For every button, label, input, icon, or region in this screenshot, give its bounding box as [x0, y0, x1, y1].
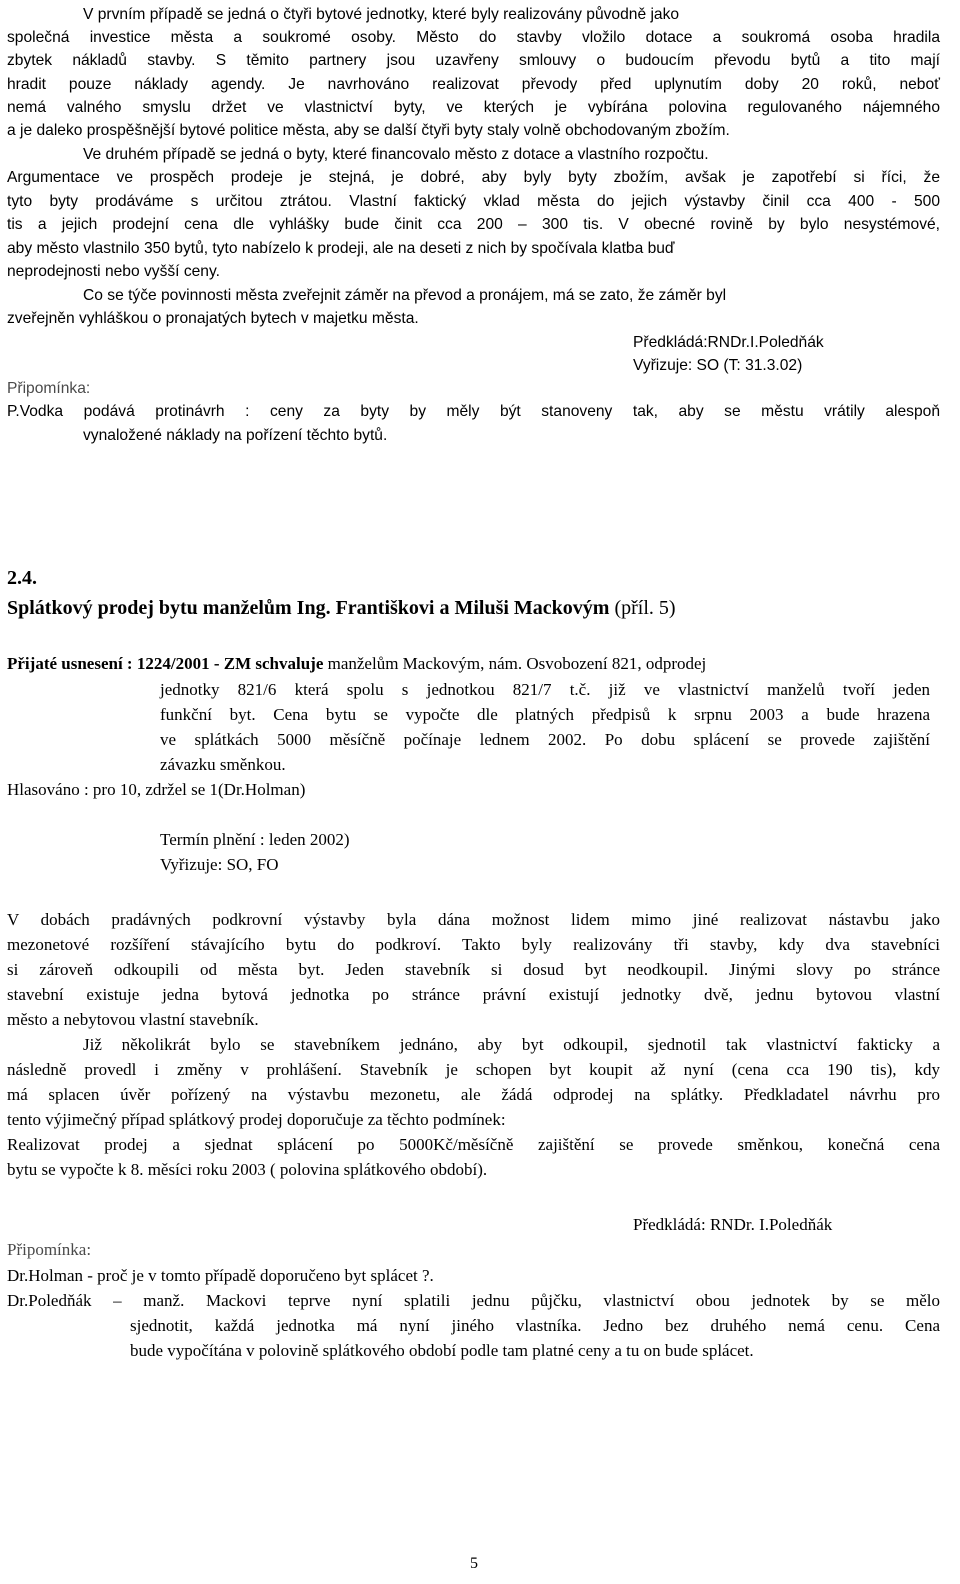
- resolution-line: jednotky 821/6 která spolu s jednotkou 821/7 t.č. již ve vlastnictví manželů tvoří jeden: [160, 680, 930, 699]
- paragraph-line: tis a jejich prodejní cena dle vyhlášky bude činit cca 200 – 300 tis. V obecné rovině by bylo nesystémové,: [7, 216, 940, 233]
- remark-line: vynaložené náklady na pořízení těchto bytů.: [83, 427, 388, 444]
- handler: Vyřizuje: SO, FO: [160, 855, 279, 874]
- paragraph-line: hradit pouze náklady agendy. Je navrhováno realizovat převody před uplynutím doby 20 roků, neboť: [7, 76, 940, 93]
- page-number: 5: [470, 1555, 478, 1572]
- remark-line: sjednotit, každá jednotka má nyní jiného vlastníka. Jedno bez druhého nemá cenu. Cena: [130, 1316, 940, 1335]
- paragraph-line: společná investice města a soukromé osoby. Město do stavby vložilo dotace a soukromá osoba hradila: [7, 29, 940, 46]
- handler: Vyřizuje: SO (T: 31.3.02): [633, 357, 803, 374]
- section-number: 2.4.: [7, 567, 37, 589]
- resolution-label: Přijaté usnesení : 1224/2001 - ZM schvaluje: [7, 654, 324, 673]
- section-title: [7, 597, 676, 620]
- remark-line: P.Vodka podává protinávrh : ceny za byty by měly být stanoveny tak, aby se městu vrátily alespoň: [7, 403, 940, 420]
- remark-line: Dr.Poledňák – manž. Mackovi teprve nyní splatili jednu půjčku, vlastnictví obou jednotek by se mělo: [7, 1291, 940, 1310]
- paragraph-line: Realizovat prodej a sjednat splácení po 5000Kč/měsíčně zajištění se provede směnkou, konečná cena: [7, 1135, 940, 1154]
- proposer: Předkládá: RNDr. I.Poledňák: [633, 1215, 833, 1234]
- deadline: Termín plnění : leden 2002): [160, 830, 350, 849]
- paragraph-line: neprodejnosti nebo vyšší ceny.: [7, 263, 220, 280]
- remark-label: Připomínka:: [7, 1240, 92, 1259]
- paragraph-line: V dobách pradávných podkrovní výstavby byla dána možnost lidem mimo jiné realizovat nástavbu jako: [7, 910, 940, 929]
- paragraph-line: Ve druhém případě se jedná o byty, které financovalo město z dotace a vlastního rozpočtu.: [83, 146, 709, 163]
- vote-result: Hlasováno : pro 10, zdržel se 1(Dr.Holman): [7, 780, 306, 799]
- proposer: Předkládá:RNDr.I.Poledňák: [633, 334, 824, 351]
- section-title-attachment: (příl. 5): [609, 597, 676, 619]
- paragraph-line: si zároveň odkoupili od města byt. Jeden stavebník si dosud byt neodkoupil. Jinými slovy po stránce: [7, 960, 940, 979]
- resolution-text: manželům Mackovým, nám. Osvobození 821, odprodej: [323, 654, 707, 673]
- paragraph-line: následně provedl i změny v prohlášení. Stavebník je schopen byt koupit až nyní (cena cca 190 tis), kdy: [7, 1060, 940, 1079]
- paragraph-line: zveřejněn vyhláškou o pronajatých bytech v majetku města.: [7, 310, 419, 327]
- remark-line: Dr.Holman - proč je v tomto případě doporučeno byt splácet ?.: [7, 1266, 434, 1285]
- paragraph-line: tento výjimečný případ splátkový prodej doporučuje za těchto podmínek:: [7, 1110, 506, 1129]
- paragraph-line: tyto byty prodáváme s určitou ztrátou. Vlastní faktický vklad města do jejich výstavby činil cca 400 - 500: [7, 193, 940, 210]
- remark-line: bude vypočítána v polovině splátkového období podle tam platné ceny a tu on bude splácet.: [130, 1341, 754, 1360]
- resolution-line: závazku směnkou.: [160, 755, 286, 774]
- paragraph-line: Co se týče povinnosti města zveřejnit záměr na převod a pronájem, má se zato, že záměr byl: [83, 287, 727, 304]
- paragraph-line: má splacen úvěr pořízený na výstavbu mezonetu, ale žádá odprodej na splátky. Předkladatel návrhu pro: [7, 1085, 940, 1104]
- paragraph-line: nemá valného smyslu držet ve vlastnictví byty, ve kterých je vybírána polovina regulovaného nájemného: [7, 99, 940, 116]
- resolution-line: funkční byt. Cena bytu se vypočte dle platných předpisů k srpnu 2003 a bude hrazena: [160, 705, 930, 724]
- paragraph-line: bytu se vypočte k 8. měsíci roku 2003 ( polovina splátkového období).: [7, 1160, 488, 1179]
- section-title-main: Splátkový prodej bytu manželům Ing. Františkovi a Miluši Mackovým: [7, 597, 610, 619]
- remark-label: Připomínka:: [7, 380, 91, 397]
- paragraph-line: Již několikrát bylo se stavebníkem jednáno, aby byt odkoupil, sjednotil tak vlastnictví fakticky a: [83, 1035, 940, 1054]
- paragraph-line: zbytek nákladů stavby. S těmito partnery jsou uzavřeny smlouvy o budoucím převodu bytů a tito mají: [7, 52, 940, 69]
- paragraph-line: Argumentace ve prospěch prodeje je stejná, je dobré, aby byly byty zbožím, avšak je zapotřebí si říci, že: [7, 169, 940, 186]
- resolution-line: ve splátkách 5000 měsíčně počínaje lednem 2002. Po dobu splácení se provede zajištění: [160, 730, 930, 749]
- paragraph-line: V prvním případě se jedná o čtyři bytové jednotky, které byly realizovány původně jako: [83, 6, 680, 23]
- paragraph-line: a je daleko prospěšnější bytové politice města, aby se další čtyři byty staly volně obchodovaným zbožím.: [7, 122, 730, 139]
- paragraph-line: aby město vlastnilo 350 bytů, tyto nabízelo k prodeji, ale na deseti z nich by spočívala klatba buď: [7, 240, 675, 257]
- paragraph-line: mezonetové rozšíření stávajícího bytu do podkroví. Takto byly realizovány tři stavby, kdy dva stavebníci: [7, 935, 940, 954]
- resolution-first-line: [7, 652, 706, 675]
- paragraph-line: město a nebytovou vlastní stavebník.: [7, 1010, 259, 1029]
- paragraph-line: stavební existuje jedna bytová jednotka po stránce právní existují jednotky dvě, jednu bytovou vlastní: [7, 985, 940, 1004]
